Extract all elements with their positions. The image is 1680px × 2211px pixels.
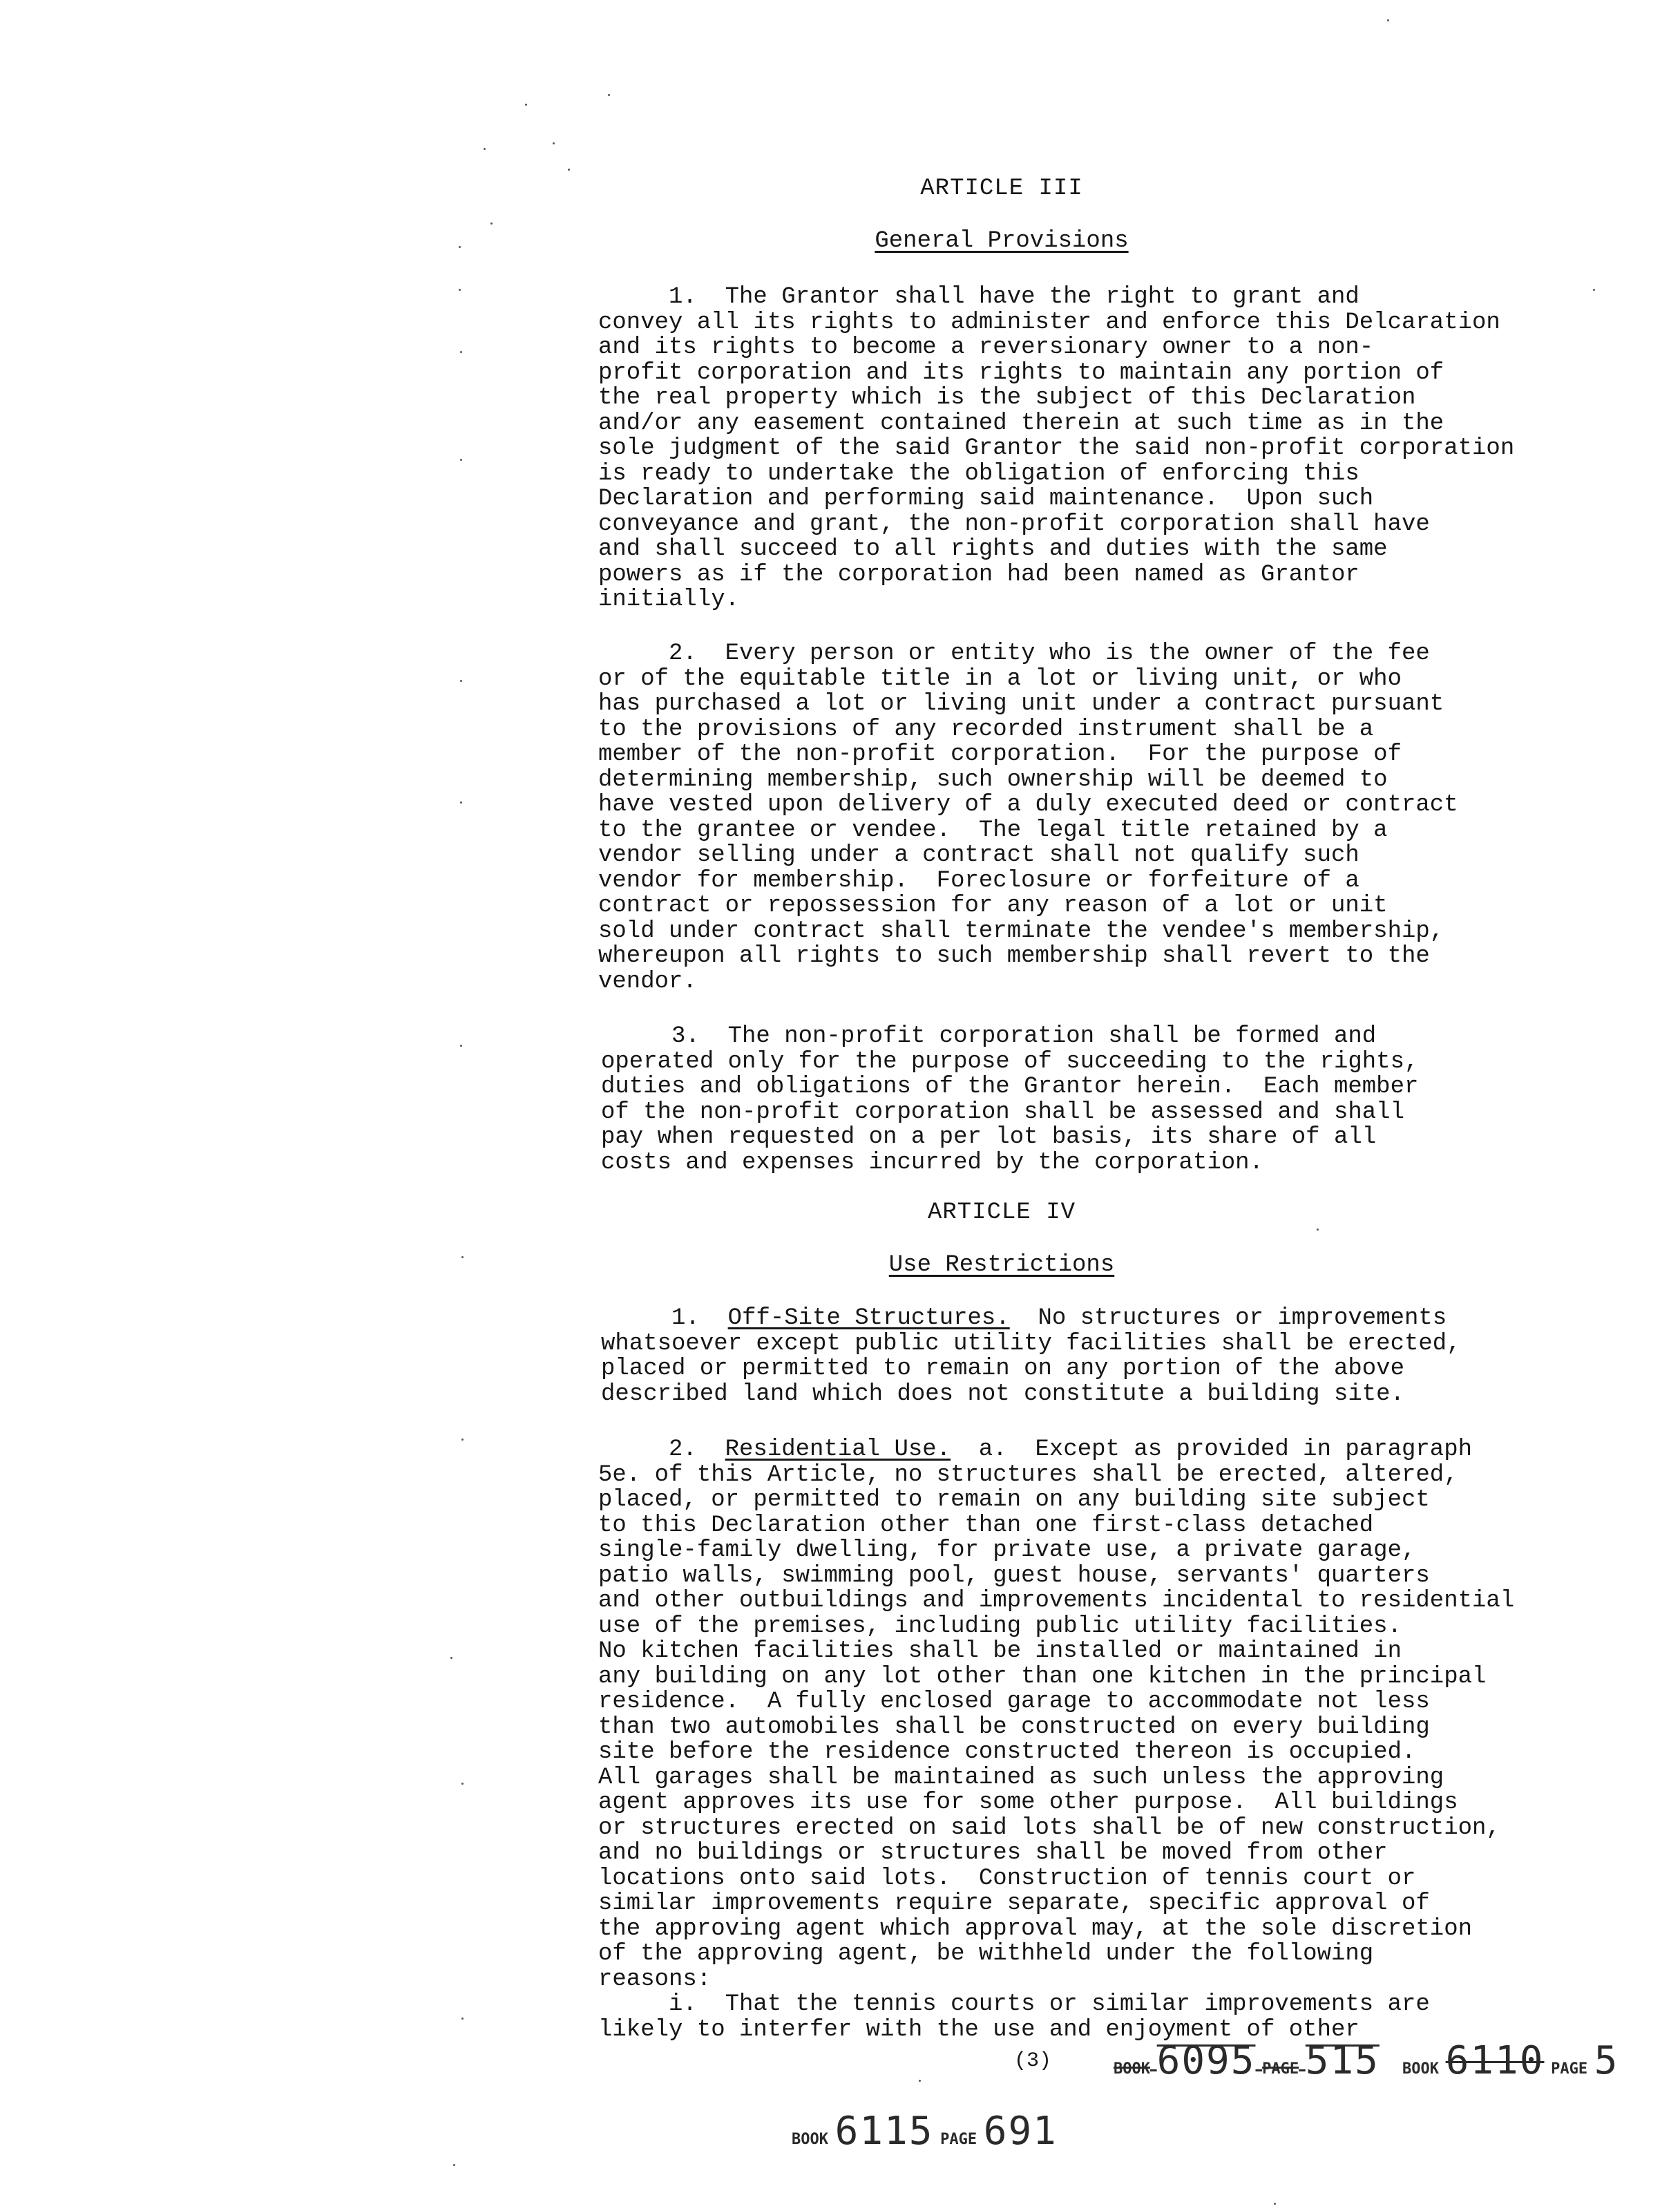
residential-use-title: Residential Use. — [725, 1436, 951, 1463]
scan-speck — [1274, 2203, 1276, 2205]
scan-speck — [461, 2018, 464, 2020]
scan-speck — [460, 351, 462, 353]
article-3-subheading-text: General Provisions — [875, 228, 1129, 254]
article-3-paragraph-2: 2. Every person or entity who is the owner of the fee or of the equitable title in a lot or living unit, or who has purchased a lot or living unit under a contract pursuant to the provisions of any recorded instrument shall be a member of the non-profit corporation. For the purpose of determining membership, such ownership will be deemed to have vested upon delivery of a duly executed deed or contract to the grantee or vendee. The legal title retained by a vendor selling under a contract shall not qualify such vendor for membership. Foreclosure or forfeiture of a contract or repossession for any reason of a lot or unit sold under contract shall terminate the vendee's membership, whereupon all rights to such membership shall revert to the vendor. — [598, 640, 1458, 995]
scan-speck — [553, 142, 555, 144]
scan-speck — [453, 2164, 455, 2166]
scan-speck — [568, 169, 570, 171]
stamp-book-label: BOOK — [1114, 2060, 1150, 2078]
scan-speck — [484, 148, 486, 150]
scan-speck — [459, 289, 461, 291]
article-4-paragraph-1-body: No structures or improvements whatsoever except public utility facilities shall be erected, placed or permitted to remain on any portion of the above described land which does not constitute a building site. — [601, 1305, 1461, 1407]
stamp-book-number: 6095 — [1156, 2038, 1256, 2083]
scan-speck — [460, 801, 462, 804]
article-4-subheading-text: Use Restrictions — [888, 1252, 1115, 1278]
scan-speck — [461, 1256, 464, 1258]
stamp-book-label: BOOK — [792, 2131, 828, 2148]
scan-speck — [461, 1783, 464, 1785]
article-3-heading: ARTICLE III — [920, 175, 1083, 202]
article-4-paragraph-2-body: a. Except as provided in paragraph 5e. of this Article, no structures shall be erected, altered, placed, or permitted to remain on any building site subject to this Declaration other than one first-class detached single-family dwelling, for private use, a private garage, patio walls, swimming pool, guest house, servants' quarters and other outbuildings and improvements incidental to residential use of the premises, including public utility facilities. No kitchen facilities shall be installed or maintained in any building on any lot other than one kitchen in the principal residence. A fully enclosed garage to accommodate not less than two automobiles shall be constructed on every building site before the residence constructed thereon is occupied. All garages shall be maintained as such unless the approving agent approves its use for some other purpose. All buildings or structures erected on said lots shall be of new construction, and no buildings or structures shall be moved from other locations onto said lots. Construction of tennis court or similar improvements require separate, specific approval of the approving agent which approval may, at the sole discretion of the approving agent, be withheld under the following reasons: i. That the tennis courts or similar improvements are likely to interfer with the use and enjoyment of other — [598, 1436, 1515, 2043]
scan-speck — [460, 1045, 462, 1047]
stamp-page-number: 691 — [983, 2109, 1058, 2154]
stamp-book-number: 6110 — [1445, 2038, 1545, 2083]
article-4-subheading — [0, 1252, 1680, 1278]
book-page-stamp-6110 — [1402, 2038, 1619, 2083]
book-page-stamp-6095 — [1114, 2038, 1380, 2083]
article-4-paragraph-2-number: 2. — [598, 1436, 725, 1463]
scan-speck — [460, 459, 462, 461]
article-4-paragraph-1 — [601, 1306, 1582, 1407]
article-4-paragraph-1-number: 1. — [601, 1305, 728, 1331]
article-3-subheading — [0, 228, 1680, 254]
scan-speck — [459, 246, 461, 248]
scan-speck — [608, 94, 610, 96]
scan-speck — [1593, 289, 1595, 291]
article-4-paragraph-2 — [598, 1437, 1579, 2042]
stamp-book-number: 6115 — [834, 2109, 934, 2154]
off-site-structures-title: Off-Site Structures. — [727, 1305, 1010, 1331]
scan-speck — [525, 104, 527, 106]
stamp-page-label: PAGE — [1262, 2060, 1299, 2078]
stamp-book-label: BOOK — [1402, 2060, 1439, 2078]
scan-speck — [460, 680, 462, 682]
stamp-page-label: PAGE — [1551, 2060, 1588, 2078]
scan-speck — [919, 2080, 921, 2082]
scan-speck — [1387, 19, 1389, 21]
scan-speck — [490, 222, 493, 225]
book-page-stamp-6115 — [792, 2109, 1058, 2154]
scan-speck — [461, 1439, 464, 1441]
scan-speck — [450, 1657, 452, 1659]
stamp-page-number: 5 — [1594, 2038, 1619, 2083]
article-3-paragraph-1: 1. The Grantor shall have the right to grant and convey all its rights to administer and enforce this Delcaration and its rights to become a reversionary owner to a non- profit corporation and its rights to maintain any portion of the real property which is the subject of this Declaration and/or any easement contained therein at such time as in the sole judgment of the said Grantor the said non-profit corporation is ready to undertake the obligation of enforcing this Declaration and performing said maintenance. Upon such conveyance and grant, the non-profit corporation shall have and shall succeed to all rights and duties with the same powers as if the corporation had been named as Grantor initially. — [598, 284, 1515, 613]
page-number: (3) — [1014, 2049, 1052, 2073]
article-3-paragraph-3: 3. The non-profit corporation shall be formed and operated only for the purpose of succeeding to the rights, duties and obligations of the Grantor herein. Each member of the non-profit corporation shall be assessed and shall pay when requested on a per lot basis, its share of all costs and expenses incurred by the corporation. — [601, 1023, 1419, 1176]
scan-speck — [1317, 1228, 1319, 1231]
article-4-heading: ARTICLE IV — [927, 1199, 1076, 1226]
stamp-page-number: 515 — [1305, 2038, 1380, 2083]
stamp-page-label: PAGE — [940, 2131, 977, 2148]
